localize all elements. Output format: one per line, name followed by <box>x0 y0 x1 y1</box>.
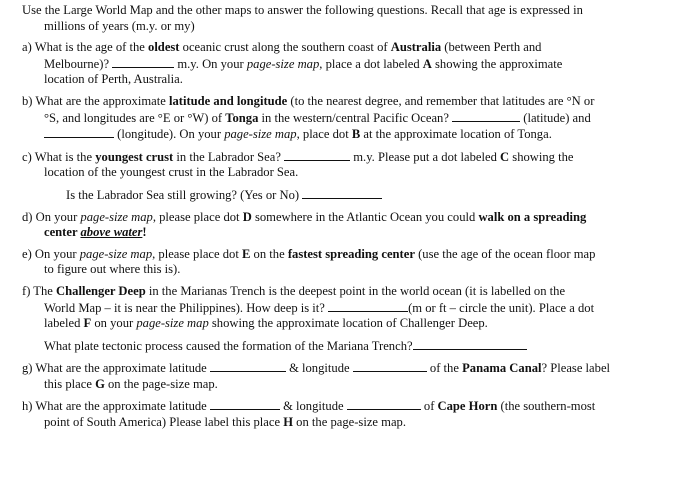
answer-blank-h-latitude[interactable] <box>210 398 280 410</box>
worksheet-page <box>22 3 682 431</box>
qc-dot-label: C <box>500 149 510 164</box>
qf-text: showing the approximate location of Challenger Deep. <box>208 316 488 331</box>
intro-line1: Use the Large World Map and the other maps to answer the following questions. Recall that age is expressed in <box>22 3 583 17</box>
qa-italic: page-size map <box>246 56 320 71</box>
question-g <box>22 360 682 392</box>
qg-text: this place <box>44 376 96 391</box>
qg-text: & longitude <box>289 361 353 376</box>
answer-blank-g-latitude[interactable] <box>210 360 286 372</box>
intro-paragraph <box>22 3 682 34</box>
qd-text: d) On your <box>22 209 81 224</box>
answer-blank-a-age[interactable] <box>112 56 174 68</box>
answer-blank-c-age[interactable] <box>284 149 350 161</box>
question-c-followup <box>22 187 682 204</box>
qc-text: showing the <box>509 149 574 164</box>
question-a <box>22 40 682 88</box>
qf-dot-label: F <box>83 316 92 331</box>
question-e <box>22 247 682 278</box>
qf-text: labeled <box>44 316 84 331</box>
qf-text: f) The <box>22 283 57 298</box>
qf-text: (m or ft – circle the unit). Place a dot <box>408 300 595 315</box>
answer-blank-c-growing[interactable] <box>302 187 382 199</box>
qb-dot-label: B <box>351 127 361 142</box>
qb-bold-tonga: Tonga <box>225 110 259 125</box>
qa-dot-label: A <box>422 56 432 71</box>
qb-text: in the western/central Pacific Ocean? <box>258 110 453 125</box>
qe-text: e) On your <box>22 246 80 261</box>
question-b <box>22 94 682 143</box>
qe-dot-label: E <box>242 246 251 261</box>
intro-line2: millions of years (m.y. or my) <box>44 18 195 33</box>
qe-text: , please place dot <box>152 246 242 261</box>
qf-text: World Map – it is near the Philippines). How deep is it? <box>44 300 329 315</box>
qb-text: b) What are the approximate <box>22 93 169 108</box>
qb-text: (longitude). On your <box>117 127 225 142</box>
qc-text: in the Labrador Sea? <box>173 149 285 164</box>
qb-bold: latitude and longitude <box>168 93 288 108</box>
qg-bold: Panama Canal <box>462 361 542 376</box>
qc-growing-text: Is the Labrador Sea still growing? (Yes or No) <box>66 187 300 202</box>
qb-italic: page-size map <box>224 127 297 142</box>
qd-bold: ! <box>142 225 147 240</box>
qg-text: of the <box>429 361 463 376</box>
qb-text: (to the nearest degree, and remember that latitudes are °N or <box>287 93 595 108</box>
qa-bold-australia: Australia <box>390 40 442 55</box>
question-h <box>22 398 682 430</box>
qa-text: showing the approximate <box>431 56 563 71</box>
qf-italic: page-size map <box>136 316 209 331</box>
qh-text: of <box>423 399 438 414</box>
question-d <box>22 210 682 241</box>
qa-bold-oldest: oldest <box>148 40 180 55</box>
qf-text: in the Marianas Trench is the deepest point in the world ocean (it is labelled on the <box>145 283 566 298</box>
qg-text: ? Please label <box>541 361 611 376</box>
qa-text: m.y. On your <box>177 56 247 71</box>
qd-text: , please place dot <box>152 209 243 224</box>
question-f-followup <box>22 338 682 355</box>
qh-text: on the page-size map. <box>293 415 406 430</box>
qh-text: & longitude <box>283 399 347 414</box>
qe-text: (use the age of the ocean floor map <box>414 246 596 261</box>
qh-dot-label: H <box>283 415 294 430</box>
qd-dot-label: D <box>242 209 252 224</box>
qd-bold: walk on a spreading <box>478 209 587 224</box>
answer-blank-g-longitude[interactable] <box>353 360 427 372</box>
qc-text: c) What is the <box>22 149 96 164</box>
qa-text: , place a dot labeled <box>319 56 423 71</box>
question-c <box>22 149 682 181</box>
answer-blank-h-longitude[interactable] <box>347 398 421 410</box>
qe-italic: page-size map <box>79 246 153 261</box>
qg-text: on the page-size map. <box>104 376 218 391</box>
qf-process-text: What plate tectonic process caused the formation of the Mariana Trench? <box>44 338 413 353</box>
qb-text: °S, and longitudes are °E or °W) of <box>44 110 226 125</box>
qb-text: (latitude) and <box>523 110 591 125</box>
qa-text: a) What is the age of the <box>22 40 149 55</box>
qa-text: Melbourne)? <box>44 56 113 71</box>
answer-blank-f-depth[interactable] <box>328 300 408 312</box>
qd-underlined: above water <box>80 225 143 240</box>
qh-text: h) What are the approximate latitude <box>22 399 210 414</box>
qa-text: (between Perth and <box>441 40 542 55</box>
qb-text: at the approximate location of Tonga. <box>360 127 552 142</box>
qa-text: location of Perth, Australia. <box>44 72 183 87</box>
question-f <box>22 284 682 332</box>
qe-text: on the <box>250 246 288 261</box>
qc-text: m.y. Please put a dot labeled <box>353 149 501 164</box>
qh-text: point of South America) Please label this place <box>44 415 284 430</box>
qc-text: location of the youngest crust in the Labrador Sea. <box>44 165 299 180</box>
qf-text: on your <box>91 316 137 331</box>
qh-text: (the southern-most <box>497 399 596 414</box>
qh-bold: Cape Horn <box>437 399 498 414</box>
qa-text: oceanic crust along the southern coast of <box>179 40 391 55</box>
answer-blank-f-process[interactable] <box>413 338 527 350</box>
qb-text: , place dot <box>296 127 352 142</box>
answer-blank-b-longitude[interactable] <box>44 126 114 138</box>
qd-italic: page-size map <box>80 209 153 224</box>
qd-text: somewhere in the Atlantic Ocean you could <box>251 209 479 224</box>
qg-dot-label: G <box>95 376 105 391</box>
qd-bold: center <box>44 225 81 240</box>
qe-text: to figure out where this is). <box>44 262 181 277</box>
qg-text: g) What are the approximate latitude <box>22 361 210 376</box>
answer-blank-b-latitude[interactable] <box>452 110 520 122</box>
qe-bold: fastest spreading center <box>287 246 415 261</box>
qf-bold: Challenger Deep <box>56 283 146 298</box>
qc-bold: youngest crust <box>95 149 174 164</box>
